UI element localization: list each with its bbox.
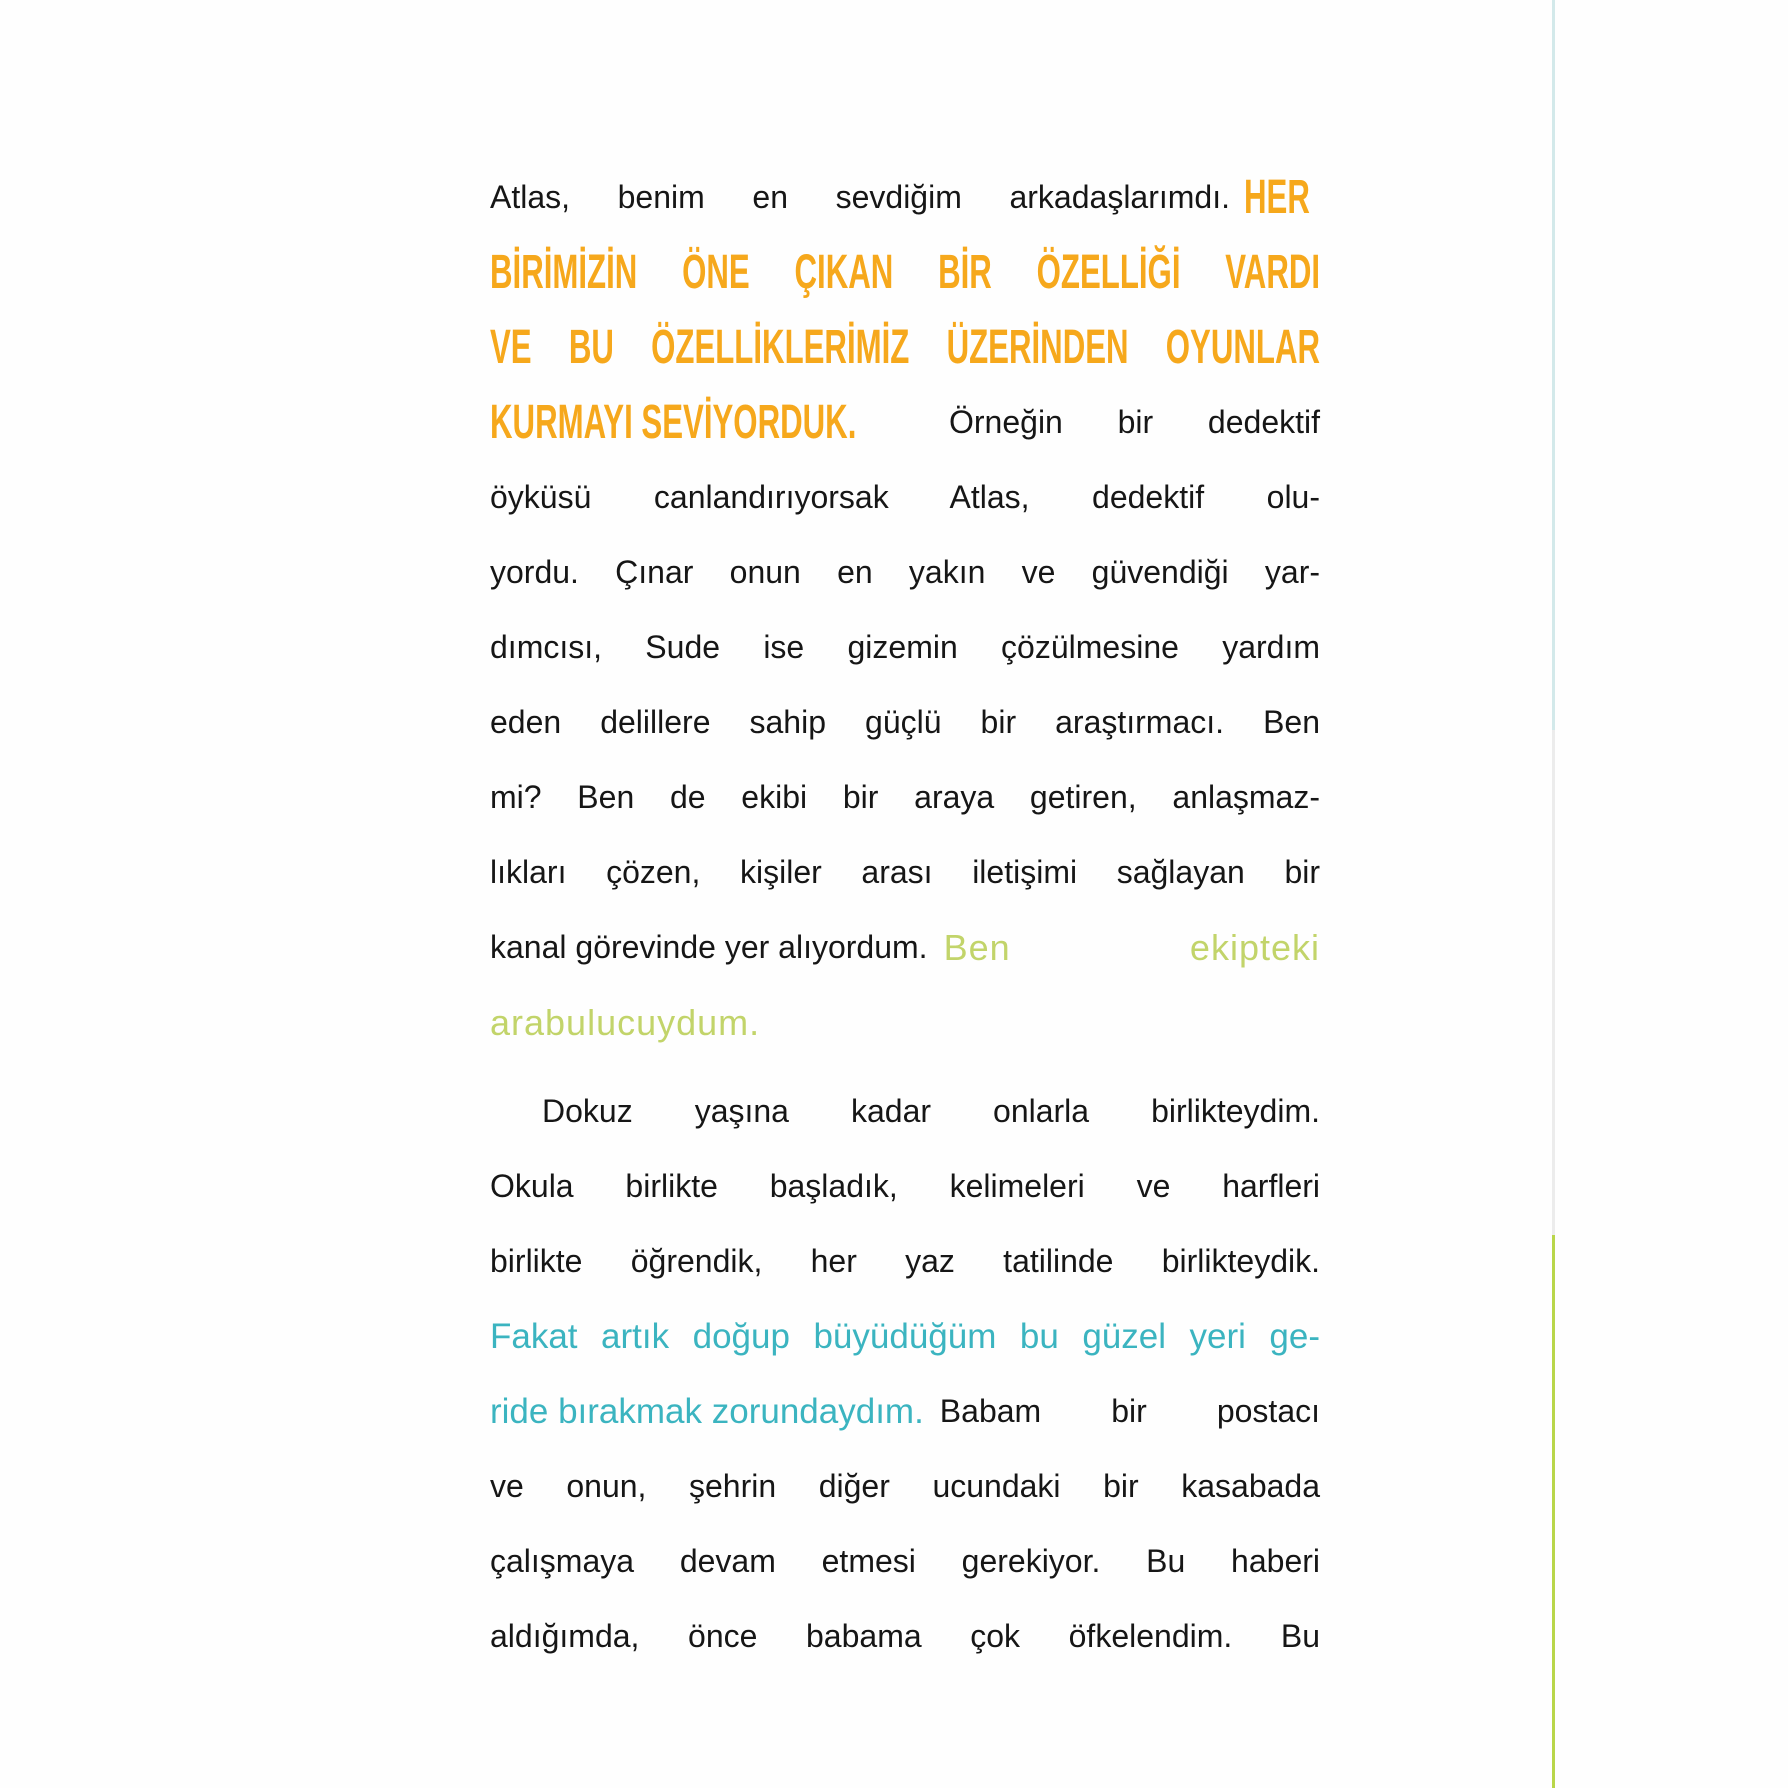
- text-line: [490, 1524, 1320, 1599]
- body-text: lıkları çözen, kişiler arası iletişimi sağlayan bir: [490, 854, 1320, 890]
- text-line: [490, 310, 1320, 385]
- highlight-orange: [1244, 160, 1320, 235]
- highlight-green-text: arabulucuydum.: [490, 1001, 761, 1043]
- text-line: [490, 1224, 1320, 1299]
- highlight-orange-text: BİRİMİZİN ÖNE ÇIKAN BİR ÖZELLİĞİ VARDI: [490, 246, 1321, 299]
- body-text: çalışmaya devam etmesi gerekiyor. Bu haberi: [490, 1543, 1320, 1579]
- text-line: [490, 685, 1320, 760]
- body-text: Atlas, benim en sevdiğim arkadaşlarımdı.: [490, 179, 1230, 215]
- body-text: Babam bir postacı: [939, 1393, 1320, 1429]
- body-text: aldığımda, önce babama çok öfkelendim. Bu: [490, 1618, 1320, 1654]
- book-page-text: [490, 160, 1320, 1674]
- text-line: [490, 1299, 1320, 1374]
- text-line: [490, 985, 1320, 1060]
- highlight-teal-text: Fakat artık doğup büyüdüğüm bu güzel yeri ge-: [490, 1316, 1320, 1356]
- body-text: öyküsü canlandırıyorsak Atlas, dedektif olu-: [490, 479, 1320, 515]
- body-text: yordu. Çınar onun en yakın ve güvendiği yar-: [490, 554, 1320, 590]
- text-line: [490, 160, 1320, 235]
- text-line: [490, 1074, 1320, 1149]
- highlight-orange-text: KURMAYI SEVİYORDUK.: [490, 396, 857, 449]
- text-line: [490, 535, 1320, 610]
- highlight-teal-text: ride bırakmak zorundaydım.: [490, 1391, 924, 1431]
- highlight-orange-text: VE BU ÖZELLİKLERİMİZ ÜZERİNDEN OYUNLAR: [490, 321, 1321, 374]
- highlight-orange: [490, 385, 935, 460]
- text-line: [490, 910, 1320, 985]
- body-text: Dokuz yaşına kadar onlarla birlikteydim.: [542, 1093, 1320, 1129]
- body-text: kanal görevinde yer alıyordum.: [490, 929, 928, 965]
- body-text: Örneğin bir dedektif: [949, 404, 1320, 440]
- text-line: [490, 1449, 1320, 1524]
- body-text: dımcısı, Sude ise gizemin çözülmesine yardım: [490, 629, 1320, 665]
- body-text: birlikte öğrendik, her yaz tatilinde birlikteydik.: [490, 1243, 1320, 1279]
- page-edge-line-bottom: [1552, 1235, 1555, 1788]
- highlight-orange: [490, 310, 1320, 385]
- text-line: [490, 760, 1320, 835]
- highlight-orange: [490, 235, 1320, 310]
- text-line: [490, 1374, 1320, 1449]
- page-edge-line-middle: [1552, 730, 1555, 1235]
- text-line: [490, 235, 1320, 310]
- highlight-orange-text: HER: [1244, 171, 1310, 224]
- body-text: ve onun, şehrin diğer ucundaki bir kasabada: [490, 1468, 1320, 1504]
- text-line: [490, 1149, 1320, 1224]
- body-text: mi? Ben de ekibi bir araya getiren, anlaşmaz-: [490, 779, 1320, 815]
- page-edge-line-top: [1552, 0, 1555, 730]
- text-line: [490, 610, 1320, 685]
- text-line: [490, 460, 1320, 535]
- body-text: Okula birlikte başladık, kelimeleri ve harfleri: [490, 1168, 1320, 1204]
- highlight-green-text: Ben ekipteki: [943, 926, 1320, 968]
- text-line: [490, 1599, 1320, 1674]
- text-line: [490, 385, 1320, 460]
- body-text: eden delillere sahip güçlü bir araştırmacı. Ben: [490, 704, 1320, 740]
- text-line: [490, 835, 1320, 910]
